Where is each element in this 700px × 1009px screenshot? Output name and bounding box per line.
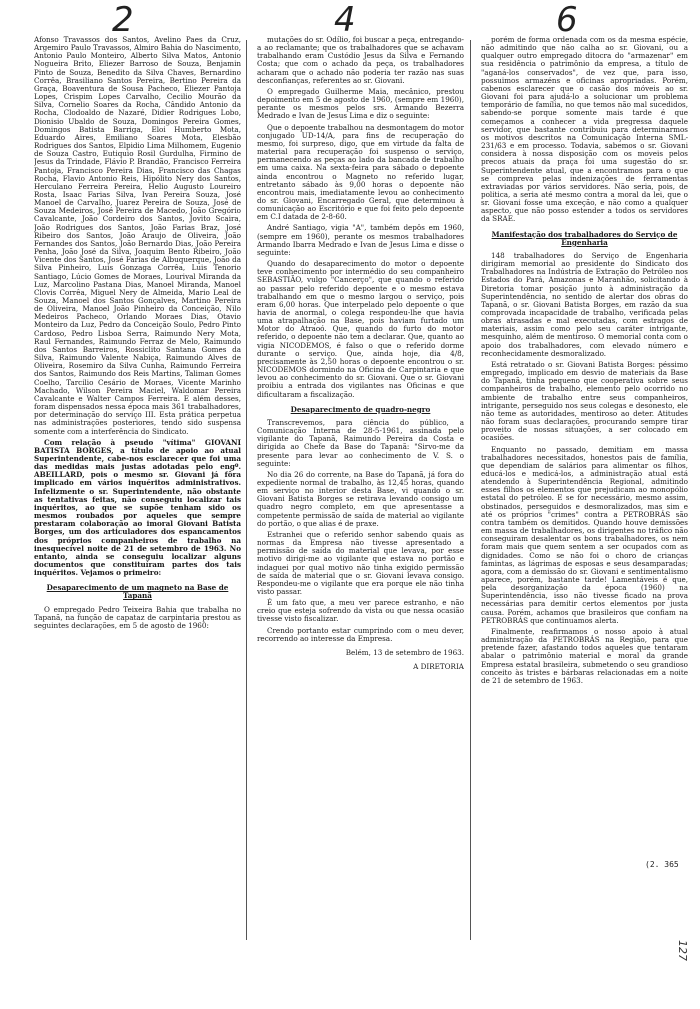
manifestacao-heading: Manifestação dos trabalhadores do Serviço de Engenharia [491,229,678,247]
column-divider-1 [246,40,247,940]
handwritten-mark: 127 [676,940,689,961]
col2-quote-1: Que o depoente trabalhou na desmontagem do motor conjugado UD-14/A, para fins de recuperação do mesmo, foi surpreso, digo, que em virtude da falta de material para recuperação foi suspenso o serviço, permanecendo as peças ao lado da bancada de trabalho em uma caixa. Na sexta-feira para sábado o depoente ainda encontrou o Magneto no referido lugar, entretanto sábado às 9,00 horas o depoente não encontrou mais, imediatamente levou ao conhecimento do sr. Giovani, Encarregado Geral, que determinou à comunicação ao Escritório e que foi feito pelo depoente em C.I datada de 2-8-60. [257,122,464,222]
col2-paragraph-4: Transcrevemos, para ciência do público, a Comunicação Interna de 28-5-1961, assinada pelo vigilante do Tapanã, Raimundo Pereira da Costa e dirigida ao Chefe da Base do Tapanã: "Sirvo-me da presente para levar ao conhecimento de V. S. o seguinte: [257,417,464,468]
col2-paragraph-8: Crendo portanto estar cumprindo com o meu dever, recorrendo ao interesse da Empresa. [257,625,464,643]
signature-date: Belém, 13 de setembro de 1963. [345,647,464,657]
magneto-heading: Desaparecimento de um magneto na Base de Tapanã [46,583,229,601]
col2-paragraph-3: André Santiago, vigia "A", também depôs em 1960, (sempre em 1960), perante os mesmos trabalhadores Armando Ibarra Medrado e Ivan de Jesus Lima e disse o seguinte: [257,223,464,257]
page-number-3: 6 [556,0,579,40]
column-3 [481,36,688,688]
magneto-paragraph: O empregado Pedro Teixeira Bahia que trabalha no Tapanã, na função de capataz de carpintaria prestou as seguintes declarações, em 5 de agosto de 1960: [34,604,241,630]
col2-quote-2: Quando do desaparecimento do motor o depoente teve conhecimento por intermédio do seu companheiro SEBASTIÃO, vulgo "Cancerço", que quando o referido ao passar pelo referido depoente e o mesmo estava trabalhando em que o mesmo largou o serviço, pois eram 6,00 horas. Que interpelado pelo depoente o que havia de anormal, o colega respondeu-lhe que havia uma atrapalhação na Base, pois haviam furtado um Motor do Atraoó. Que, quando do furto do motor referido, o depoente não tem a declarar. Que, quanto ao vigia NICODEMOS, é falso o que o referido dorme durante o serviço. Que, ainda hoje, dia 4/8, precisamente às 2,50 horas o depoente encontrou o sr. NICODEMOS dormindo na Oficina de Carpintaria e que levou ao conhecimento do sr. Giovani. Que o sr. Giovani proibiu a entrada dos vigilantes nas Oficinas e que dificultaram a fiscalização. [257,259,464,399]
col3-paragraph-2: 148 trabalhadores do Serviço de Engenharia dirigiram memorial ao presidente do Sindicato dos Trabalhadores na Indústria de Extração do Petróleo nos Estados do Pará, Amazonas e Maranhão, solicitando à Diretoria tomar posição junto à administração da Superintendência, no sentido de alertar dos obras do Tapanã, o sr. Giovani Batista Borges, em razão da sua comprovada incapacidade de trabalho, verificada pelas obras atrasadas e mal executadas, com estragos de materiais, assim como pelo seu caráter intrigante, mesquinho, além de mentiroso. O memorial conta com o apoio dos trabalhadores, com elevado número e reconhecidamente desmoralizado. [481,250,688,358]
col2-paragraph-6: Estranhei que o referido senhor sabendo quais as normas da Empresa não tivesse apresentado a permissão de saída do material que levava, por esse motivo dirigi-me ao vigilante que estava no portão e indaguei por qual motivo não tinha exigido permissão de saída de material que o sr. Giovani levava consigo. Respondeu-me o vigilante que era porque ele não tinha visto passar. [257,529,464,596]
col2-paragraph-7: É um fato que, a meu ver parece estranho, e não creio que esteja sofrendo da vista ou que nessa ocasião tivesse visto fiscalizar. [257,598,464,624]
col3-paragraph-4: Enquanto no passado, demitiam em massa trabalhadores necessitados, honestos pais de família, que dependiam de salários para alimentar os filhos, educá-los e medicá-los, a administração atual está atendendo à Superintendência Regional, admitindo esses filhos os elementos que prejudicam ao monopólio estatal do petróleo. E se for necessário, mesmo assim, obstinados, perseguidos e desmoralizados, mas sim e até os próprios "crimes" contra a PETROBRÁS são contra também os demitidos. Quando houve demissões em massa de trabalhadores, os dirigentes no tráfico não conseguiram desalentar os bons trabalhadores, os nem foram mais que quem sentem a ser ocupados com as dignidades. Como se não foi o choro de crianças famintas, as lágrimas de esposas e seus desamparadas; agora, com a demissão do sr. Giovani e sentimentalismo aparece, porém, bastante tarde! Lamentáveis é que, pela desorganização da época (1960) na Superintendência, isso não tivesse ficado na prova necessárias para demitir certos elementos por justa causa. Porém, achamos que brasileiros que confiam na PETROBRÁS que continuamos alerta. [481,444,688,625]
giovani-paragraph: Com relação à pseudo "vítima" GIOVANI BATISTA BORGES, a título de apoio ao atual Superintendente, cabe-nos esclarecer que foi uma das medidas mais justas adotadas pelo engº. ABEILLARD, pois o mesmo sr. Giovani já fôra implicado em vários inquéritos administrativos. Infelizmente o sr. Superintendente, não obstante as tentativas feitas, não conseguiu localizar tais inquéritos, ao que se supõe tenham sido os mesmos roubados por aqueles que sempre prestaram colaboração ao imoral Giovani Batista Borges, um dos articuladores dos espancamentos dos próprios companheiros de trabalho na inesquecível noite de 21 de setembro de 1963. No entanto, ainda se conseguiu localizar alguns documentos que constituíram partes dos tais inquéritos. Vejamos o primeiro: [34,437,241,578]
col2-paragraph-2: O empregado Guilherme Maia, mecânico, prestou depoimento em 5 de agosto de 1960, (sempre em 1960), perante os mesmos pelos srs. Armando Bezerra Medrado e Ivan de Jesus Lima e diz o seguinte: [257,86,464,121]
column-1 [34,36,241,633]
col2-paragraph-5: No dia 26 do corrente, na Base do Tapanã, já fora do expediente normal de trabalho, às 12,45 horas, quando em serviço no interior desta Base, vi quando o sr. Giovani Batista Borges se retirava levando consigo um quadro negro completo, em que apresentasse a competente permissão de saída de material ao vigilante do portão, o que alias é de praxe. [257,469,464,528]
col3-paragraph-5: Finalmente, reafirmamos o nosso apoio à atual administração da PETROBRÁS na Região, para que pretende fazer, afastando todos aqueles que tentaram abalar o patrimônio material e moral da grande Empresa estatal brasileira, submetendo o seu grandioso conceito às tristes e bárbaras relacionadas em a noite de 21 de setembro de 1963. [481,626,688,685]
col3-paragraph-3: Está retratado o sr. Giovani Batista Borges: péssimo empregado, implicado em desvio de materiais da Base do Tapanã, tinha pequeno que cooperativa sobre seus companheiros de trabalho, elemento pelo ocorrido no ambiente de trabalho entre seus companheiros, intrigante, perseguido nos seus colegas e desonesto, ele não teme as autoridades, mentiroso ao deter. Atitudes não foram suas declarações, procurando sempre tirar proveito de nossas situações, a ser colocado em ocasiões. [481,359,688,443]
col3-paragraph-1: porém de forma ordenada com os da mesma espécie, não admitindo que não calha ao sr. Giovani, ou a qualquer outro empregado ditocra do "armazenar" em sua residência o patrimônio da empresa, a título de "aganá-los conservados", de vez que, para isso, possuimos armazéns e oficinas apropriadas. Porém, cabenos esclarecer que o casão dos móveis ao sr. Giovani foi para ajudá-lo a solucionar um problema temporário de família, no que temos não mal sucedidos, sabendo-se porque somente mais tarde é que começamos a conhecer a vida pregressa daquele servidor, que bastante contribuiu para determinarmos os motivos descritos na Comunicação Interna SML-231/63 e em processo. Todavia, sabemos o sr. Giovani considera à nossa disposição com os moveis pelos precos atuais da praça foi uma sugestão do sr. Superintendente atual, que a encontramos para o que se compreva pelas indenizações de ferramentas extraviadas por vários servidores. Não seria, pois, de politica, a seria até mesmo contra a moral da lei, que o sr. Giovani fosse uma exceção, e não como a qualquer aspecto, que não posso estender a todos os servidores da SRAE. [481,36,688,224]
column-2 [257,36,464,674]
col2-paragraph-1: mutações do sr. Odílio, foi buscar a peça, entregando-a ao reclamante; que os trabalhadores que se achavam trabalhando eram Custódio Jesus da Silva e Fernando Costa; que com o achado da peça, os trabalhadores acharam que o achado não poderia ter razão nas suas desconfianças, referentes ao sr. Giovani. [257,36,464,85]
column-divider-2 [470,40,471,940]
page-number-1: 2 [112,0,135,40]
quadro-negro-heading: Desaparecimento de quadro-negro [290,404,431,414]
archive-code: (2. 365 [645,860,679,869]
names-paragraph: Afonso Travassos dos Santos, Avelino Paes da Cruz, Argemiro Paulo Travassos, Almiro Bahia do Nascimento, Antonio Paulo Monteiro, Alberto Silva Matos, Antonio Nogueira Brito, Eliezer Barroso de Souza, Benjamin Pinto de Souza, Benedito da Silva Chaves, Bernardino Corrêa, Brasiliano Santos Pereira, Bertino Pereira da Graça, Boaventura de Sousa Pacheco, Eliezer Pantoja Lopes, Crispim Lopes Carvalho, Cecilio Mourão da Silva, Cornelio Soares da Rocha, Cândido Antonio da Rocha, Clodoaldo de Nazaré, Didier Rodrigues Lobo, Dionisio Ubaldo de Souza, Domingos Pereira Gomes, Domingos Batista Barriga, Eloi Humberto Mota, Eduardo Aires, Emiliano Soares Mota, Elesbão Rodrigues dos Santos, Elpidio Lima Milhomem, Eugenio de Souza Castro, Eutiquio Rosil Gurdulha, Firmino de Jesus da Trindade, Flávio P. Brandão, Francisco Ferreira Pantoja, Francisco Pereira Dias, Francisco das Chagas Rocha, Flavio Antonio Reis, Hipólito Nery dos Santos, Herculano Ferreira Pereira, Helio Augusto Loureiro Rosta, Isaac Farias Silva, Ivan Pereira Souza, José Manoel de Carvalho, Juarez Pereira de Souza, José de Souza Medeiros, José Pereira de Macedo, João Gregório Cavalcante, João Cordeiro dos Santos, Jovito Scaira, João Rodrigues dos Santos, João Farias Braz, José Ribeiro dos Santos, João Araujo de Oliveira, João Fernandes dos Santos, João Bernardo Dias, João Pereira Penha, João José da Silva, Joaquim Bento Ribeiro, João Vicente dos Santos, José Farias de Albuquerque, João da Silva Pinheiro, Luis Gonzaga Corrêa, Luis Tenorio Santiago, Lúcio Gomes de Moraes, Lourival Miranda da Luz, Marcolino Pastana Dias, Manoel Miranda, Manoel Clovis Corrêa, Miguel Nery de Almeida, Mario Leal de Souza, Manoel dos Santos Gonçalves, Martino Pereira de Oliveira, Manoel João Pinheiro da Conceição, Nilo Medeiros Pacheco, Orlando Moraes Dias, Otavio Monteiro da Luz, Pedro da Conceição Soulo, Pedro Pinto Cardoso, Pedro Lisboa Serra, Raimundo Nery Mota, Raul Fernandes, Raimundo Ferraz de Melo, Raimundo dos Santos Barreiros, Rossiclito Santana Gomes da Silva, Raimundo Valente Nabiça, Raimundo Alves de Oliveira, Rosemiro da Silva Cunha, Raimundo Ferreira dos Santos, Raimundo dos Reis Martins, Taliman Gomes Coelho, Tarcilio Cesário de Moraes, Vicente Marinho Machado, Wilson Pereira Maciel, Waldomar Pereira Cavalcante e Walter Campos Ferreira. E além desses, foram dispensados nessa época mais 361 trabalhadores, por determinação do serviço III. Esta prática perpetua nas administrações posteriores, tendo sido suspensa somente com a interferência do Sindicato. [34,36,241,436]
page-number-2: 4 [334,0,357,40]
signature-org: A DIRETORIA [413,662,464,672]
